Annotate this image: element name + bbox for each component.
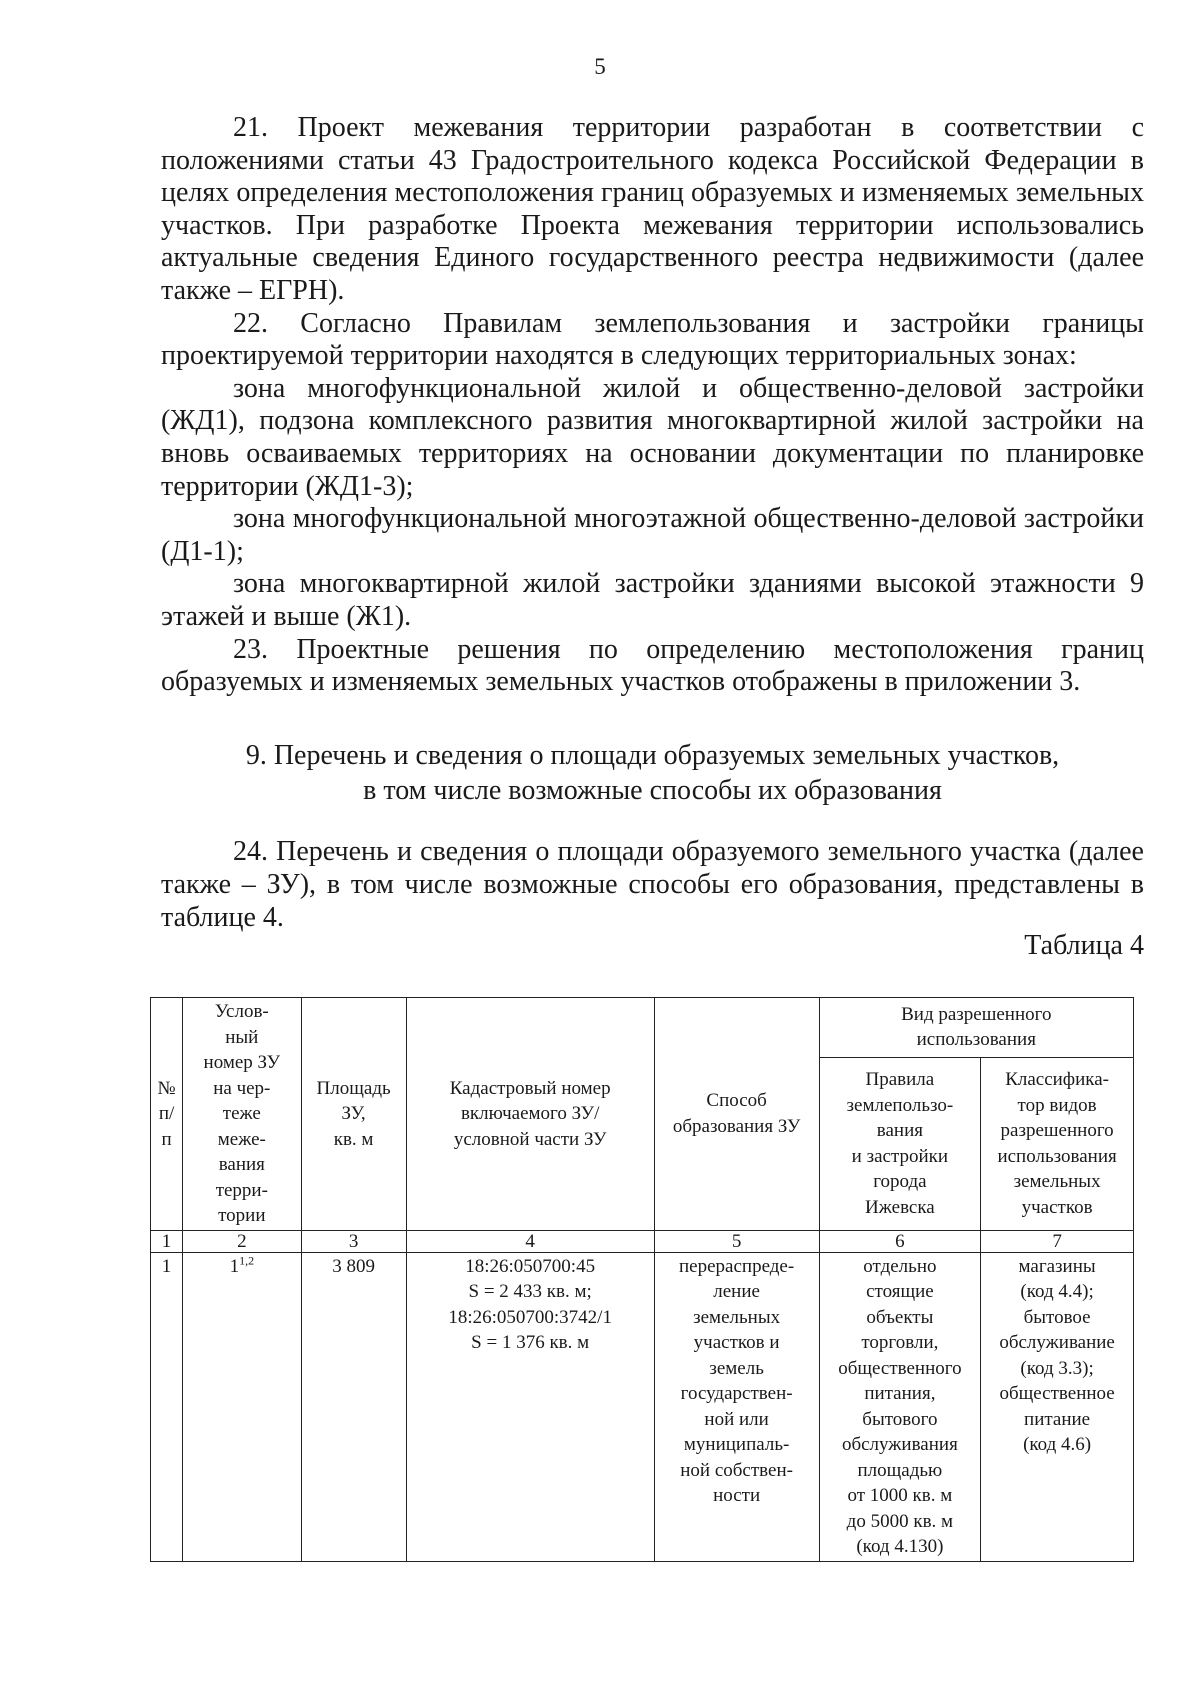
section-heading <box>161 738 1144 808</box>
zone-d1-1: зона многофункциональной многоэтажной общественно-деловой застройки (Д1-1); <box>161 503 1144 567</box>
header-method: Способ образования ЗУ <box>654 998 819 1231</box>
paragraph-23: 23. Проектные решения по определению местоположения границ образуемых и изменяемых земельных участков отображены в приложении 3. <box>161 633 1144 698</box>
section-heading-line-2: в том числе возможные способы их образования <box>363 775 942 806</box>
cell-classifier: магазины (код 4.4); бытовое обслуживание (код 3.3); общественное питание (код 4.6) <box>981 1252 1134 1561</box>
section-heading-line-1: 9. Перечень и сведения о площади образуемых земельных участков, <box>245 740 1060 771</box>
header-permitted-use: Вид разрешенного использования <box>819 998 1133 1058</box>
table-column-numbers <box>151 1230 1134 1252</box>
paragraph-24: 24. Перечень и сведения о площади образуемого земельного участка (далее также – ЗУ), в том числе возможные способы его образования, представлены в таблице 4. <box>161 836 1144 933</box>
zu-footnote-marker: 1,2 <box>239 1253 255 1268</box>
paragraph-21: 21. Проект межевания территории разработан в соответствии с положениями статьи 43 Градостроительного кодекса Российской Федерации в целях определения местоположения границ образуемых и изменяемых земельных участков. При разработке Проекта межевания территории использовались актуальные сведения Единого государственного реестра недвижимости (далее также – ЕГРН). <box>161 112 1144 306</box>
cell-number: 1 <box>151 1252 183 1561</box>
header-area: Площадь ЗУ, кв. м <box>301 998 406 1231</box>
zone-zh1: зона многоквартирной жилой застройки зданиями высокой этажности 9 этажей и выше (Ж1). <box>161 568 1144 632</box>
column-number: 6 <box>819 1230 981 1252</box>
header-cadastral: Кадастровый номер включаемого ЗУ/ условной части ЗУ <box>406 998 654 1231</box>
header-zu-number: Услов- ный номер ЗУ на чер- теже меже- вания терри- тории <box>183 998 301 1231</box>
table-row <box>151 1252 1134 1561</box>
page-number: 5 <box>594 54 606 79</box>
header-number: № п/п <box>151 998 183 1231</box>
cell-method: перераспреде- ление земельных участков и земель государствен- ной или муниципаль- ной собствен- ности <box>654 1252 819 1561</box>
header-rules: Правила землепользо- вания и застройки города Ижевска <box>819 1057 981 1230</box>
body-text <box>161 112 1144 699</box>
cell-zu-number <box>183 1252 301 1561</box>
cell-area: 3 809 <box>301 1252 406 1561</box>
zu-number: 1 <box>229 1255 240 1277</box>
column-number: 2 <box>183 1230 301 1252</box>
column-number: 7 <box>981 1230 1134 1252</box>
column-number: 3 <box>301 1230 406 1252</box>
paragraph-24-block <box>161 836 1144 934</box>
cell-rules: отдельно стоящие объекты торговли, общественного питания, бытового обслуживания площадью от 1000 кв. м до 5000 кв. м (код 4.130) <box>819 1252 981 1561</box>
column-number: 4 <box>406 1230 654 1252</box>
column-number: 1 <box>151 1230 183 1252</box>
paragraph-22: 22. Согласно Правилам землепользования и застройки границы проектируемой территории находятся в следующих территориальных зонах: <box>161 307 1144 372</box>
zone-zhd1: зона многофункциональной жилой и общественно-деловой застройки (ЖД1), подзона комплексного развития многоквартирной жилой застройки на вновь осваиваемых территориях на основании документации по планировке территории (ЖД1-3); <box>161 372 1144 502</box>
table-header-row-1 <box>151 998 1134 1058</box>
header-classifier: Классифика- тор видов разрешенного использования земельных участков <box>981 1057 1134 1230</box>
plots-table <box>150 997 1134 1562</box>
column-number: 5 <box>654 1230 819 1252</box>
cell-cadastral: 18:26:050700:45 S = 2 433 кв. м; 18:26:050700:3742/1 S = 1 376 кв. м <box>406 1252 654 1561</box>
table-caption: Таблица 4 <box>1024 930 1144 961</box>
